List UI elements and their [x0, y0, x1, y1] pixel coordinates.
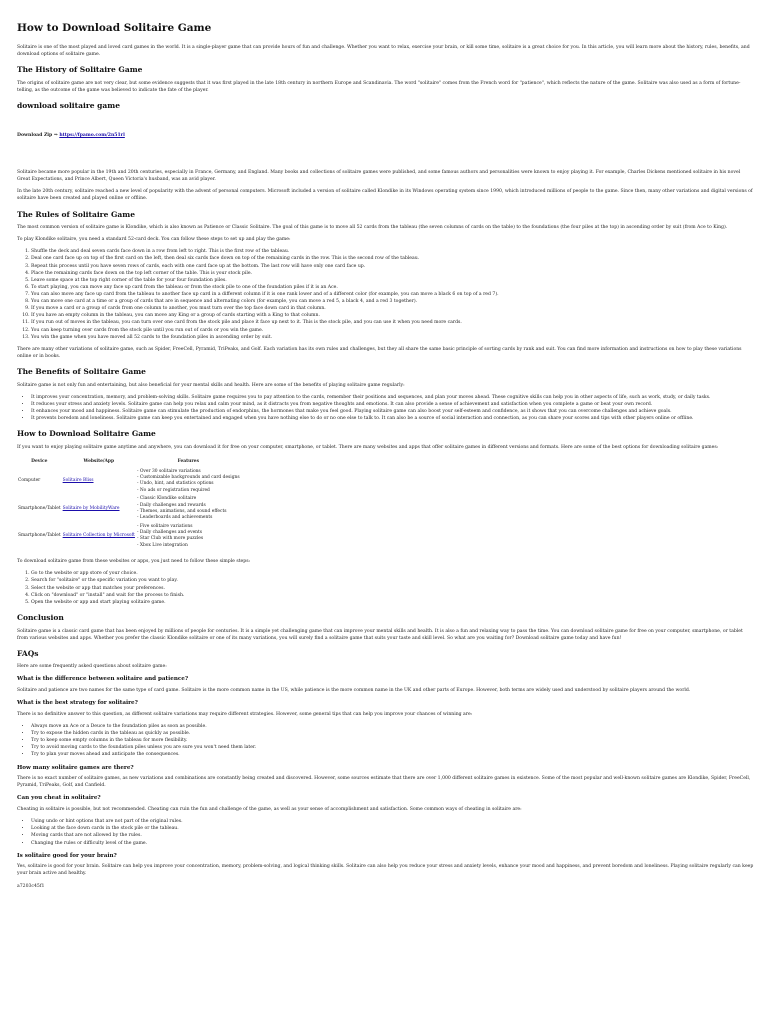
- faq-question: Can you cheat in solitaire?: [17, 795, 101, 802]
- list-item: 5. Leave some space at the top right corner of the table for your four foundation piles.: [31, 277, 754, 284]
- feature-item: - Classic Klondike solitaire: [136, 496, 197, 502]
- list-item: 4. Click on "download" or "install" and wait for the process to finish.: [31, 592, 754, 599]
- conclusion-heading: Conclusion: [17, 612, 64, 622]
- device-cell: Computer: [18, 478, 41, 484]
- faq-question: Is solitaire good for your brain?: [17, 852, 117, 859]
- list-item: • It reduces your stress and anxiety levels. Solitaire game can help you relax and calm your mind, as it distracts you from negative thoughts and emotions. It can also provide a sense of achievement and satisfaction when you complete a game or beat your own record.: [31, 401, 754, 408]
- faq-question: What is the best strategy for solitaire?: [17, 700, 138, 707]
- list-item: 1. Go to the website or app store of your choice.: [31, 570, 754, 577]
- download-link[interactable]: https://fpamo.com/2n51rl: [59, 132, 125, 138]
- list-item: • Try to avoid moving cards to the foundation piles unless you are sure you won't need them later.: [31, 744, 754, 751]
- features-cell: [136, 523, 241, 551]
- table-row: [17, 468, 241, 496]
- column-header: Features: [177, 458, 199, 464]
- rules-steps-list: [17, 248, 754, 340]
- app-cell: [62, 523, 136, 551]
- download-steps-list: [17, 570, 754, 606]
- app-cell: [62, 495, 136, 523]
- features-cell: [136, 468, 241, 496]
- strategy-tips-list: [17, 723, 754, 759]
- feature-item: - Star Club with more puzzles: [136, 536, 204, 542]
- feature-item: - Xbox Live integration: [136, 542, 188, 548]
- device-cell: Smartphone/Tablet: [18, 505, 61, 511]
- howto-heading: How to Download Solitaire Game: [17, 429, 156, 439]
- feature-item: - Themes, animations, and sound effects: [136, 508, 227, 514]
- list-item: • Try to keep some empty columns in the tableau for more flexibility.: [31, 737, 754, 744]
- table-row: [17, 523, 241, 551]
- app-cell: [62, 468, 136, 496]
- list-item: • It enhances your mood and happiness. Solitaire game can stimulate the production of endorphins, the hormones that make you feel good. Playing solitaire game can also boost your self-esteem and confidence, as it shows that you can overcome challenges and achieve goals.: [31, 408, 754, 415]
- column-header: Device: [31, 458, 48, 464]
- feature-item: - Leaderboards and achievements: [136, 515, 213, 521]
- list-item: 2. Deal one card face up on top of the first card on the left, then deal six cards face down on top of the remaining cards in the row. This is the second row of the tableau.: [31, 255, 754, 262]
- benefits-paragraph: Solitaire game is not only fun and entertaining, but also beneficial for your mental skills and health. Here are some of the benefits of playing solitaire game regularly:: [17, 382, 405, 388]
- list-item: 12. You can keep turning over cards from the stock pile until you run out of cards or you win the game.: [31, 327, 754, 334]
- rules-paragraph-2: To play Klondike solitaire, you need a standard 52-card deck. You can follow these steps to set up and play the game:: [17, 237, 291, 243]
- faqs-heading: FAQs: [17, 648, 39, 658]
- feature-item: - Five solitaire variations: [136, 523, 193, 529]
- list-item: 3. Select the website or app that matches your preferences.: [31, 585, 754, 592]
- feature-item: - Daily challenges and rewards: [136, 502, 206, 508]
- faq-answer: Yes, solitaire is good for your brain. Solitaire can help you improve your concentration, memory, problem-solving, and logical thinking skills. Solitaire can also help you reduce your stress and anxiety levels, enhance your mood and happiness, and prevent boredom and loneliness. Playing solitaire regularly can keep your brain active and healthy.: [17, 864, 754, 877]
- download-label: Download Zip ⇒: [17, 132, 60, 138]
- list-item: 6. To start playing, you can move any face up card from the tableau or from the stock pile to one of the foundation piles if it is an Ace.: [31, 284, 754, 291]
- intro-paragraph: Solitaire is one of the most played and loved card games in the world. It is a single-player game that can provide hours of fun and challenge. Whether you want to relax, exercise your brain, or kill some time, solitaire is a great choice for you. In this article, you will learn more about the history, rules, benefits, and download options of solitaire game.: [17, 45, 750, 58]
- benefits-heading: The Benefits of Solitaire Game: [17, 366, 146, 376]
- history-heading: The History of Solitaire Game: [17, 65, 143, 75]
- download-options-table: [17, 457, 241, 550]
- faq-question: What is the difference between solitaire and patience?: [17, 676, 189, 683]
- list-item: 10. If you have an empty column in the tableau, you can move any King or a group of cards starting with a King to that column.: [31, 312, 754, 319]
- download-line: [17, 132, 754, 139]
- features-cell: [136, 495, 241, 523]
- list-item: 7. You can also move any face up card from the tableau to another face up card in a different column if it is one rank lower and of a different color (for example, you can move a black 6 on top of a red 7).: [31, 291, 754, 298]
- feature-item: - Over 30 solitaire variations: [136, 468, 201, 474]
- list-item: • Changing the rules or difficulty level of the game.: [31, 840, 754, 847]
- howto-paragraph-2: To download solitaire game from these websites or apps, you just need to follow these simple steps:: [17, 559, 251, 565]
- faqs-intro: Here are some frequently asked questions about solitaire game:: [17, 664, 167, 670]
- list-item: • It prevents boredom and loneliness. Solitaire game can keep you entertained and engaged when you have nothing else to do or no one else to talk to. It can also be a source of social interaction and connection, as you can share your scores and tips with other players online or offline.: [31, 415, 754, 422]
- rules-paragraph-1: The most common version of solitaire game is Klondike, which is also known as Patience or Classic Solitaire. The goal of this game is to move all 52 cards from the tableau (the seven columns of cards on the table) to the foundations (the four piles at the top) in ascending order by suit (from Ace to King).: [17, 225, 728, 231]
- list-item: 2. Search for "solitaire" or the specific variation you want to play.: [31, 577, 754, 584]
- list-item: • Always move an Ace or a Deuce to the foundation piles as soon as possible.: [31, 723, 754, 730]
- list-item: 5. Open the website or app and start playing solitaire game.: [31, 599, 754, 606]
- list-item: 1. Shuffle the deck and deal seven cards face down in a row from left to right. This is the first row of the tableau.: [31, 248, 754, 255]
- list-item: • Moving cards that are not allowed by the rules.: [31, 832, 754, 839]
- history-paragraph-1: The origins of solitaire game are not very clear, but some evidence suggests that it was first played in the late 18th century in northern Europe and Scandinavia. The word "solitaire" comes from the French word for "patience", which reflects the nature of the game. Solitaire was also used as a form of fortune-telling, as the outcome of the game was believed to indicate the fate of the player.: [17, 81, 741, 94]
- history-paragraph-2: Solitaire became more popular in the 19th and 20th centuries, especially in France, Germany, and England. Many books and collections of solitaire games were published, and some famous authors and personalities were known to enjoy playing it. For example, Charles Dickens mentioned solitaire in his novel Great Expectations, and Prince Albert, Queen Victoria's husband, was an avid player.: [17, 170, 741, 183]
- app-link[interactable]: Solitaire by MobilityWare: [62, 505, 120, 511]
- faq-question: How many solitaire games are there?: [17, 764, 134, 771]
- list-item: 8. You can move one card at a time or a group of cards that are in sequence and alternating colors (for example, you can move a red 5, a black 4, and a red 3 together).: [31, 298, 754, 305]
- table-header-row: [17, 457, 241, 468]
- rules-paragraph-3: There are many other variations of solitaire game, such as Spider, FreeCell, Pyramid, TriPeaks, and Golf. Each variation has its own rules and challenges, but they all share the same basic principle of sorting cards by rank and suit. You can find more information and instructions on how to play these variations online or in books.: [17, 346, 742, 359]
- cheat-methods-list: [17, 818, 754, 846]
- device-cell: Smartphone/Tablet: [18, 533, 61, 539]
- rules-heading: The Rules of Solitaire Game: [17, 209, 135, 219]
- list-item: • Try to expose the hidden cards in the tableau as quickly as possible.: [31, 730, 754, 737]
- benefits-list: [17, 394, 754, 422]
- list-item: • Try to plan your moves ahead and anticipate the consequences.: [31, 751, 754, 758]
- list-item: • It improves your concentration, memory, and problem-solving skills. Solitaire game requires you to pay attention to the cards, remember their positions and sequences, and plan your moves ahead. These cognitive skills can help you in other aspects of life, such as work, study, or daily tasks.: [31, 394, 754, 401]
- column-header: Website/App: [83, 458, 115, 464]
- feature-item: - Customizable backgrounds and card designs: [136, 475, 240, 481]
- list-item: 13. You win the game when you have moved all 52 cards to the foundation piles in ascending order by suit.: [31, 334, 754, 341]
- list-item: • Looking at the face down cards in the stock pile or the tableau.: [31, 825, 754, 832]
- feature-item: - No ads or registration required: [136, 487, 210, 493]
- feature-item: - Undo, hint, and statistics options: [136, 481, 214, 487]
- history-paragraph-3: In the late 20th century, solitaire reached a new level of popularity with the advent of personal computers. Microsoft included a version of solitaire called Klondike in its Windows operating system since 1990, which introduced millions of people to the game. Since then, many other variations and digital versions of solitaire have been created and played online or offline.: [17, 189, 753, 202]
- table-row: [17, 495, 241, 523]
- list-item: 4. Place the remaining cards face down on the top left corner of the table. This is your stock pile.: [31, 270, 754, 277]
- list-item: 3. Repeat this process until you have seven rows of cards, each with one card face up at the bottom. The last row will have only one card face up.: [31, 263, 754, 270]
- howto-paragraph-1: If you want to enjoy playing solitaire game anytime and anywhere, you can download it for free on your computer, smartphone, or tablet. There are many websites and apps that offer solitaire games in different versions and formats. Here are some of the best options for downloading solitaire games:: [17, 444, 719, 450]
- faq-answer: There is no exact number of solitaire games, as new variations and combinations are constantly being created and discovered. However, some sources estimate that there are over 1,000 different solitaire games in existence. Some of the most popular and well-known solitaire games are Klondike, Spider, FreeCell, Pyramid, TriPeaks, Golf, and Canfield.: [17, 776, 751, 789]
- app-link[interactable]: Solitaire Bliss: [62, 478, 94, 484]
- app-link[interactable]: Solitaire Collection by Microsoft: [62, 533, 135, 539]
- faq-answer: Cheating in solitaire is possible, but not recommended. Cheating can ruin the fun and challenge of the game, as well as your sense of accomplishment and satisfaction. Some common ways of cheating in solitaire are:: [17, 807, 522, 813]
- footer-code: a7203c45f1: [17, 884, 45, 890]
- list-item: 11. If you run out of moves in the tableau, you can turn over one card from the stock pile and place it face up next to it. This is the stock pile, and you can use it when you need more cards.: [31, 319, 754, 326]
- download-subheading: download solitaire game: [17, 101, 120, 111]
- faq-answer: Solitaire and patience are two names for the same type of card game. Solitaire is the more common name in the US, while patience is the more common name in the UK and other parts of Europe. However, both terms are widely used and understood by solitaire players around the world.: [17, 688, 691, 694]
- feature-item: - Daily challenges and events: [136, 530, 203, 536]
- faq-answer: There is no definitive answer to this question, as different solitaire variations may require different strategies. However, some general tips that can help you improve your chances of winning are:: [17, 711, 473, 717]
- list-item: • Using undo or hint options that are not part of the original rules.: [31, 818, 754, 825]
- conclusion-paragraph: Solitaire game is a classic card game that has been enjoyed by millions of people for centuries. It is a simple yet challenging game that can improve your mental skills and health. It is also a fun and relaxing way to pass the time. You can download solitaire game for free on your computer, smartphone, or tablet from various websites and apps. Whether you prefer the classic Klondike solitaire or one of its many variations, you will surely find a solitaire game that suits your taste and skill level. So what are you waiting for? Download solitaire game today and have fun!: [17, 628, 743, 641]
- page-title: How to Download Solitaire Game: [17, 22, 212, 34]
- list-item: 9. If you move a card or a group of cards from one column to another, you must turn over the top face down card in that column.: [31, 305, 754, 312]
